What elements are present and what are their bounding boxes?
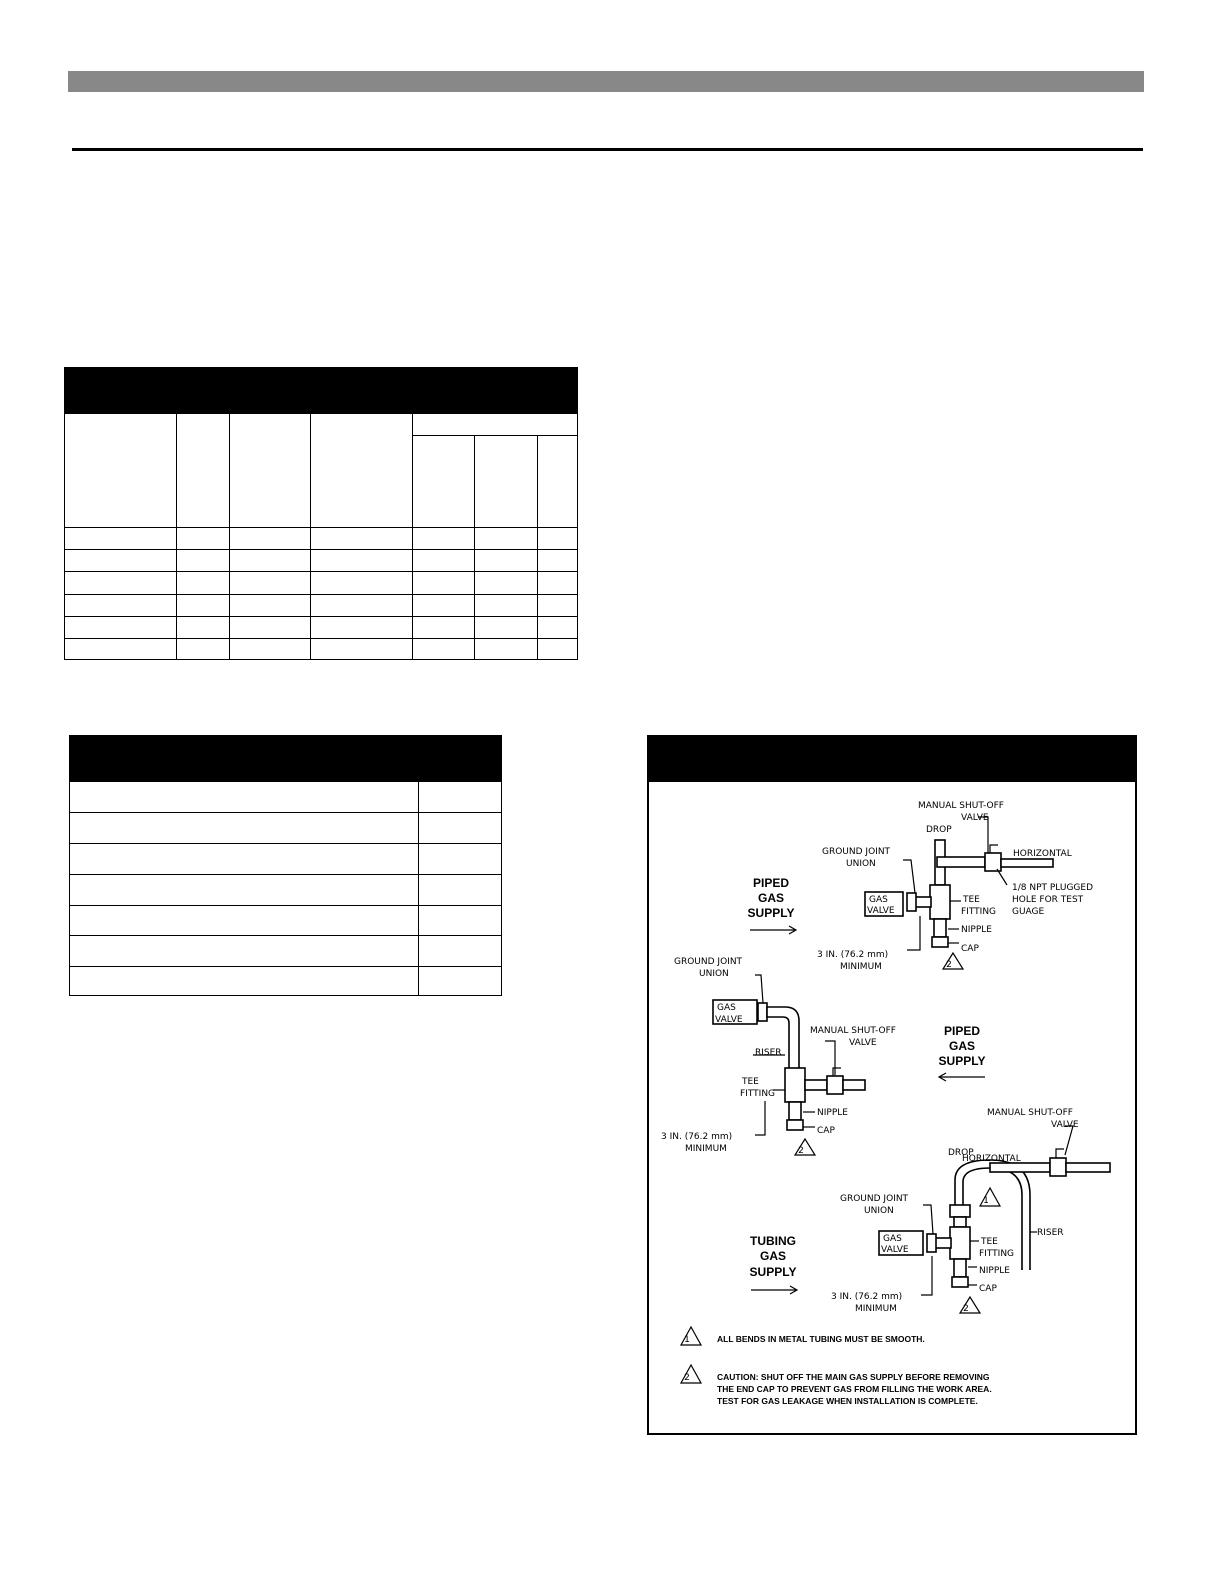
col-divider <box>537 435 538 659</box>
col-divider <box>229 414 230 659</box>
note-text: TEST FOR GAS LEAKAGE WHEN INSTALLATION IS COMPLETE. <box>717 1396 978 1406</box>
cap <box>952 1277 968 1287</box>
row-divider <box>70 905 501 906</box>
table-grid <box>64 414 578 660</box>
label: UNION <box>864 1206 894 1216</box>
union <box>758 1003 767 1021</box>
nipple <box>789 1102 801 1120</box>
horizontal-pipe <box>990 1163 1050 1172</box>
label: NIPPLE <box>817 1108 848 1118</box>
col-divider <box>176 414 177 659</box>
shutoff-valve-body <box>985 853 1001 871</box>
row-divider <box>65 571 577 572</box>
gas-pipe-table <box>64 367 578 661</box>
row-divider <box>70 935 501 936</box>
shutoff-valve-body <box>827 1076 843 1094</box>
col-divider <box>474 435 475 659</box>
compression-fitting <box>950 1205 970 1217</box>
gas-piping-figure <box>645 735 1138 1438</box>
label: VALVE <box>867 906 895 916</box>
table-grid <box>69 782 502 996</box>
label: RISER <box>755 1048 782 1058</box>
table-header <box>69 735 502 782</box>
leader <box>923 1205 933 1234</box>
arrow-left-icon <box>939 1073 985 1081</box>
label: 1/8 NPT PLUGGED <box>1012 883 1094 893</box>
minimum-dimension <box>907 916 920 950</box>
label: MINIMUM <box>855 1304 897 1314</box>
shutoff-valve-body <box>1050 1158 1066 1176</box>
row-divider <box>65 616 577 617</box>
tee-fitting <box>950 1227 970 1259</box>
gas-piping-diagram <box>645 735 1138 1438</box>
arrow-right-icon <box>751 1286 797 1294</box>
horizontal-pipe-out <box>1066 1163 1110 1172</box>
row-divider <box>65 549 577 550</box>
section-rule <box>72 148 1143 151</box>
drop-pipe <box>954 1217 966 1227</box>
supply-label: TUBING <box>750 1234 796 1248</box>
marker-label: 1 <box>684 1335 690 1345</box>
piped-supply-top <box>817 801 1093 972</box>
label: FITTING <box>979 1249 1015 1259</box>
union <box>927 1234 936 1252</box>
row-divider <box>412 435 577 436</box>
label: GAS <box>717 1003 736 1013</box>
leader <box>1065 1126 1073 1155</box>
note-text: ALL BENDS IN METAL TUBING MUST BE SMOOTH. <box>717 1334 925 1344</box>
leader <box>903 860 915 893</box>
cap <box>787 1120 803 1130</box>
supply-label: SUPPLY <box>938 1054 986 1068</box>
tee-side <box>935 1238 951 1248</box>
valve-handle <box>990 845 998 853</box>
tee-fitting <box>785 1068 805 1102</box>
label: GAS <box>883 1234 902 1244</box>
row-divider <box>70 843 501 844</box>
label: VALVE <box>961 813 989 823</box>
row-divider <box>70 812 501 813</box>
nipple <box>954 1259 966 1277</box>
label: VALVE <box>1051 1120 1079 1130</box>
valve-handle <box>1056 1149 1064 1158</box>
label: HOLE FOR TEST <box>1012 895 1084 905</box>
marker-label: 2 <box>946 960 952 970</box>
tee-side <box>805 1080 827 1090</box>
minimum-dimension <box>921 1256 932 1295</box>
label: MANUAL SHUT-OFF <box>810 1026 896 1036</box>
specification-table <box>69 735 502 997</box>
label: DROP <box>948 1148 974 1158</box>
col-divider <box>412 414 413 659</box>
row-divider <box>65 594 577 595</box>
tee-fitting <box>930 885 950 919</box>
col-divider <box>310 414 311 659</box>
supply-label: GAS <box>757 891 785 905</box>
leader <box>755 975 763 1003</box>
label: GROUND JOINT <box>674 957 743 967</box>
table-header <box>64 367 578 414</box>
label: NIPPLE <box>961 925 992 935</box>
label: CAP <box>961 944 979 954</box>
label: FITTING <box>740 1089 776 1099</box>
nipple <box>934 919 946 937</box>
label: NIPPLE <box>979 1266 1010 1276</box>
label: MANUAL SHUT-OFF <box>918 801 1004 811</box>
row-divider <box>65 638 577 639</box>
label: HORIZONTAL <box>1013 849 1072 859</box>
marker-label: 2 <box>684 1373 690 1383</box>
label: UNION <box>846 859 876 869</box>
tubing-supply-bottom <box>831 1108 1110 1314</box>
supply-label: PIPED <box>752 876 790 890</box>
supply-label: SUPPLY <box>749 1265 797 1279</box>
horizontal-pipe-out <box>1001 859 1053 867</box>
label: UNION <box>699 969 729 979</box>
marker-label: 1 <box>983 1196 989 1206</box>
tee-side <box>915 897 931 907</box>
arrow-right-icon <box>750 926 796 934</box>
leader <box>997 869 1007 885</box>
supply-pipe <box>843 1080 865 1090</box>
supply-label: GAS <box>948 1039 976 1053</box>
label: CAP <box>979 1284 997 1294</box>
label: 3 IN. (76.2 mm) <box>661 1132 733 1142</box>
supply-label: PIPED <box>943 1024 981 1038</box>
label: VALVE <box>715 1015 743 1025</box>
label: GROUND JOINT <box>840 1194 909 1204</box>
header-bar <box>68 71 1144 92</box>
row-divider <box>70 966 501 967</box>
horizontal-pipe <box>937 857 985 867</box>
label: GROUND JOINT <box>822 847 891 857</box>
label: MINIMUM <box>685 1144 727 1154</box>
marker-label: 2 <box>798 1146 804 1156</box>
label: DROP <box>926 825 952 835</box>
valve-handle <box>833 1068 841 1076</box>
label: 3 IN. (76.2 mm) <box>831 1292 903 1302</box>
label: MANUAL SHUT-OFF <box>987 1108 1073 1118</box>
label: TEE <box>742 1077 759 1087</box>
marker-label: 2 <box>963 1304 969 1314</box>
label: VALVE <box>849 1038 877 1048</box>
label: TEE <box>981 1237 998 1247</box>
label: VALVE <box>881 1245 909 1255</box>
minimum-dimension <box>755 1101 765 1135</box>
row-divider <box>70 874 501 875</box>
note-text: CAUTION: SHUT OFF THE MAIN GAS SUPPLY BEFORE REMOVING <box>717 1372 990 1382</box>
cap <box>932 937 948 947</box>
supply-label: SUPPLY <box>747 906 795 920</box>
label: RISER <box>1037 1228 1064 1238</box>
piped-supply-middle <box>661 957 896 1156</box>
col-divider <box>418 782 419 995</box>
note-text: THE END CAP TO PREVENT GAS FROM FILLING THE WORK AREA. <box>717 1384 992 1394</box>
label: MINIMUM <box>840 962 882 972</box>
label: HORIZONTAL <box>962 1154 1021 1164</box>
row-divider <box>65 527 577 528</box>
supply-label: GAS <box>759 1249 787 1263</box>
label: TEE <box>963 895 980 905</box>
union <box>907 893 916 911</box>
label: 3 IN. (76.2 mm) <box>817 950 889 960</box>
label: CAP <box>817 1126 835 1136</box>
label: GAS <box>869 895 888 905</box>
label: GUAGE <box>1012 907 1045 917</box>
label: FITTING <box>961 907 997 917</box>
